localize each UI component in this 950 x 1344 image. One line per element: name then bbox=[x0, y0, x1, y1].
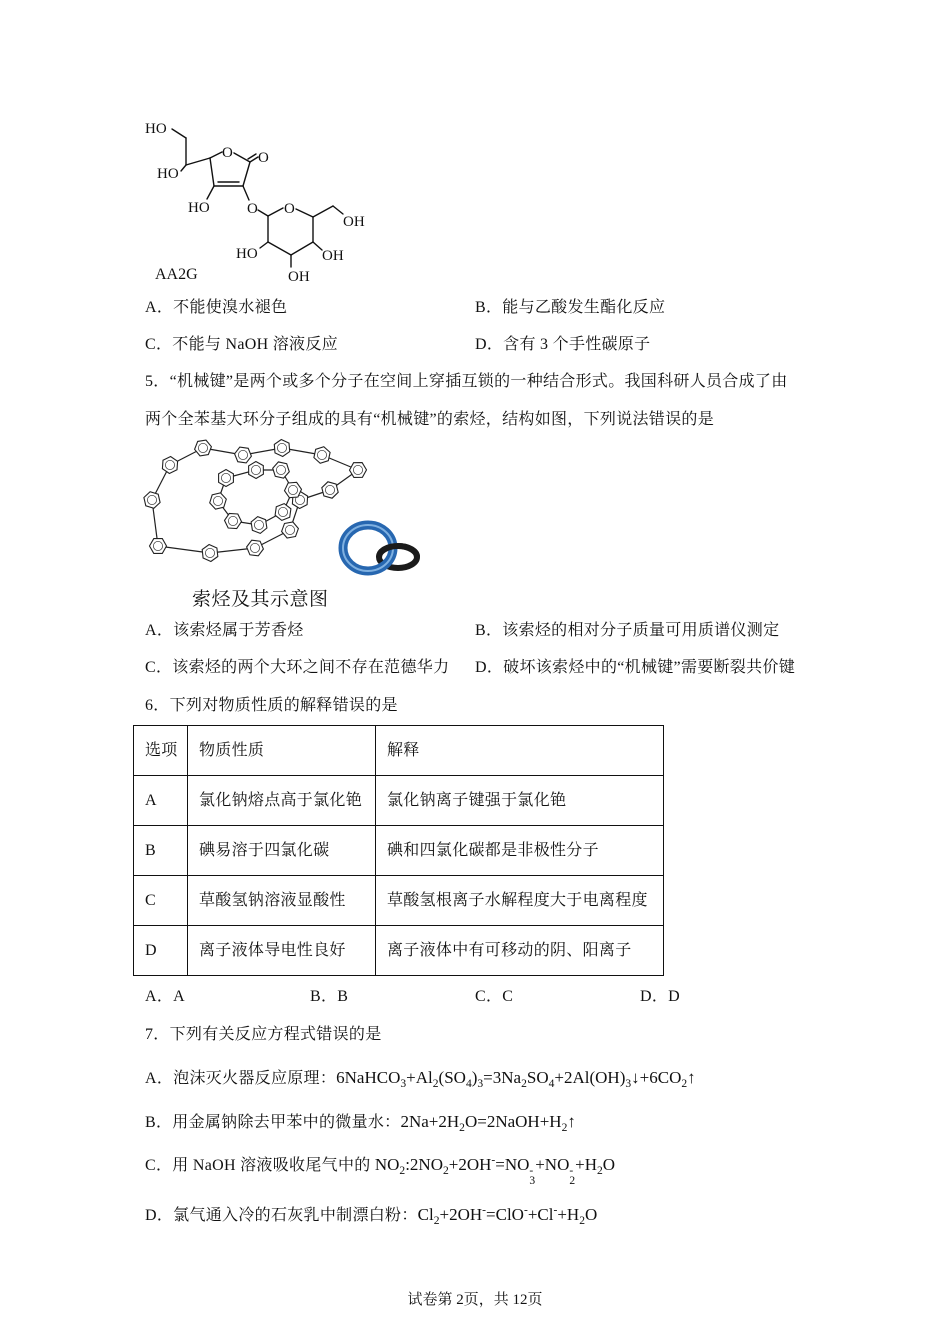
eq-superscript: - bbox=[523, 1203, 528, 1217]
q7-option-a-text: A．泡沫灭火器反应原理： bbox=[145, 1070, 337, 1087]
catenane-figure bbox=[135, 430, 430, 590]
table-row bbox=[134, 826, 664, 876]
eq-subscript: 2 bbox=[459, 1121, 465, 1135]
eq-superscript: - bbox=[529, 1164, 534, 1178]
benzene-ring bbox=[274, 440, 289, 457]
q4-option-d: D．含有 3 个手性碳原子 bbox=[475, 336, 651, 353]
benzene-ring bbox=[350, 463, 367, 478]
table-cell-option: C bbox=[134, 876, 188, 926]
eq-subscript: 2 bbox=[579, 1214, 585, 1228]
structure-label-pyran-oxygen: O bbox=[284, 201, 295, 217]
q5-option-a: A．该索烃属于芳香烃 bbox=[145, 622, 304, 639]
q5-option-c: C．该索烃的两个大环之间不存在范德华力 bbox=[145, 659, 450, 676]
benzene-ring bbox=[251, 517, 267, 534]
benzene-ring bbox=[195, 440, 212, 456]
table-cell-option: A bbox=[134, 776, 188, 826]
eq-subscript: 4 bbox=[548, 1077, 555, 1091]
table-cell-property: 氯化钠熔点高于氯化铯 bbox=[188, 776, 376, 826]
table-cell-explanation: 草酸氢根离子水解程度大于电离程度 bbox=[376, 876, 664, 926]
eq-text: ↑ bbox=[687, 1068, 696, 1087]
q5-option-d: D．破坏该索烃中的“机械键”需要断裂共价键 bbox=[475, 659, 796, 676]
eq-text: +NO bbox=[535, 1155, 570, 1174]
eq-superscript: - bbox=[482, 1203, 487, 1217]
table-cell-explanation: 离子液体中有可移动的阴、阳离子 bbox=[376, 926, 664, 976]
eq-subscript: 4 bbox=[465, 1077, 472, 1091]
property-table bbox=[133, 725, 664, 976]
benzene-ring bbox=[225, 513, 242, 528]
q7-option-b-text: B．用金属钠除去甲苯中的微量水： bbox=[145, 1114, 401, 1131]
eq-text: ) bbox=[471, 1068, 478, 1087]
table-header-row bbox=[134, 726, 664, 776]
q4-option-a: A．不能使溴水褪色 bbox=[145, 299, 288, 316]
eq-text: :2NO bbox=[405, 1155, 443, 1174]
table-cell-explanation: 氯化钠离子键强于氯化铯 bbox=[376, 776, 664, 826]
eq-subscript: 2 bbox=[681, 1077, 688, 1091]
table-row bbox=[134, 776, 664, 826]
structure-label-oh-c3: OH bbox=[288, 269, 310, 285]
eq-subscript: 2 bbox=[399, 1164, 406, 1178]
benzene-ring bbox=[275, 504, 291, 521]
table-row bbox=[134, 876, 664, 926]
eq-subscript: 2 bbox=[433, 1214, 440, 1228]
structure-label-ho-top: HO bbox=[145, 121, 167, 137]
benzene-ring bbox=[314, 447, 330, 464]
eq-text: O=2NaOH+H bbox=[464, 1112, 562, 1131]
q6-option-a: A．A bbox=[145, 988, 186, 1005]
catenane-caption: 索烃及其示意图 bbox=[192, 589, 329, 610]
eq-text: ↑ bbox=[567, 1112, 576, 1131]
eq-superscript: - bbox=[553, 1203, 558, 1217]
eq-subscript: 3 bbox=[529, 1173, 536, 1187]
q4-option-b: B．能与乙酸发生酯化反应 bbox=[475, 299, 666, 316]
q7-option-d-text: D．氯气通入冷的石灰乳中制漂白粉： bbox=[145, 1207, 418, 1224]
structure-label-ring-oxygen: O bbox=[222, 145, 233, 161]
eq-subscript: 2 bbox=[569, 1173, 576, 1187]
structure-label-ho-enol: HO bbox=[188, 200, 210, 216]
q7-option-d-equation bbox=[417, 1203, 598, 1228]
q5-stem-line-2: 两个全苯基大环分子组成的具有“机械键”的索烃，结构如图，下列说法错误的是 bbox=[145, 411, 715, 428]
benzene-ring bbox=[322, 482, 338, 498]
eq-text: 2Na+2H bbox=[400, 1112, 460, 1131]
eq-text: 6NaHCO bbox=[336, 1068, 401, 1087]
q7-option-b bbox=[145, 1110, 576, 1135]
eq-text: +2OH bbox=[448, 1155, 492, 1174]
benzene-ring bbox=[285, 482, 302, 497]
eq-subscript: 3 bbox=[477, 1077, 484, 1091]
q7-stem: 7．下列有关反应方程式错误的是 bbox=[145, 1026, 382, 1043]
benzene-ring bbox=[150, 539, 167, 554]
benzene-ring bbox=[249, 462, 264, 479]
benzene-ring bbox=[282, 522, 299, 538]
q7-option-b-equation bbox=[400, 1112, 576, 1135]
table-row bbox=[134, 926, 664, 976]
eq-superscript: - bbox=[569, 1164, 574, 1178]
eq-text: O bbox=[584, 1205, 598, 1224]
eq-superscript: - bbox=[491, 1153, 496, 1167]
page-footer: 试卷第 2页，共 12页 bbox=[407, 1292, 543, 1308]
table-cell-property: 离子液体导电性良好 bbox=[188, 926, 376, 976]
benzene-ring bbox=[210, 493, 227, 509]
structure-label-glycosidic-oxygen: O bbox=[247, 201, 258, 217]
q5-stem-line-1: 5．“机械键”是两个或多个分子在空间上穿插互锁的一种结合形式。我国科研人员合成了由 bbox=[145, 373, 788, 390]
eq-text: =3Na bbox=[483, 1068, 522, 1087]
table-header-property: 物质性质 bbox=[188, 726, 376, 776]
q6-option-b: B．B bbox=[310, 988, 349, 1005]
eq-subscript: 2 bbox=[521, 1077, 527, 1091]
aa2g-structure-figure bbox=[130, 110, 390, 290]
eq-subscript: 2 bbox=[597, 1164, 603, 1178]
structure-label-ho-c2: HO bbox=[236, 246, 258, 262]
eq-text: =ClO bbox=[486, 1205, 524, 1224]
table-cell-explanation: 碘和四氯化碳都是非极性分子 bbox=[376, 826, 664, 876]
eq-text: O bbox=[602, 1155, 616, 1174]
benzene-ring bbox=[247, 540, 264, 556]
structure-label-carbonyl-oxygen: O bbox=[258, 150, 269, 166]
eq-text: ↓+6CO bbox=[631, 1068, 682, 1087]
catenane-structure bbox=[144, 440, 367, 562]
eq-text: NO bbox=[374, 1155, 400, 1174]
eq-text: =NO bbox=[495, 1155, 530, 1174]
eq-text: SO bbox=[526, 1068, 549, 1087]
benzene-ring bbox=[162, 457, 177, 474]
q5-option-b: B．该索烃的相对分子质量可用质谱仪测定 bbox=[475, 622, 780, 639]
eq-subscript: 2 bbox=[442, 1164, 449, 1178]
eq-text: +2OH bbox=[439, 1205, 483, 1224]
benzene-ring bbox=[273, 462, 290, 478]
table-cell-option: D bbox=[134, 926, 188, 976]
q7-option-c-text: C．用 NaOH 溶液吸收尾气中的 bbox=[145, 1157, 375, 1174]
q7-option-d bbox=[145, 1203, 597, 1228]
eq-text: (SO bbox=[438, 1068, 466, 1087]
table-header-option: 选项 bbox=[134, 726, 188, 776]
q6-stem: 6．下列对物质性质的解释错误的是 bbox=[145, 697, 398, 714]
benzene-ring bbox=[202, 545, 218, 562]
benzene-ring bbox=[235, 447, 252, 463]
eq-text: +Cl bbox=[527, 1205, 554, 1224]
q6-option-c: C．C bbox=[475, 988, 514, 1005]
q4-option-c: C．不能与 NaOH 溶液反应 bbox=[145, 336, 338, 353]
q7-option-c bbox=[145, 1153, 615, 1186]
eq-text: +Al bbox=[406, 1068, 433, 1087]
structure-label-ho-mid: HO bbox=[157, 166, 179, 182]
table-cell-option: B bbox=[134, 826, 188, 876]
table-cell-property: 草酸氢钠溶液显酸性 bbox=[188, 876, 376, 926]
eq-text: +H bbox=[557, 1205, 580, 1224]
table-header-explanation: 解释 bbox=[376, 726, 664, 776]
benzene-ring bbox=[219, 470, 234, 487]
catenane-schematic-icon bbox=[343, 525, 417, 571]
eq-text: +2Al(OH) bbox=[554, 1068, 626, 1087]
q6-option-d: D．D bbox=[640, 988, 681, 1005]
q7-option-a-equation bbox=[336, 1068, 696, 1091]
q7-option-c-equation bbox=[374, 1153, 616, 1187]
table-cell-property: 碘易溶于四氯化碳 bbox=[188, 826, 376, 876]
structure-label-oh-ch2: OH bbox=[343, 214, 365, 230]
eq-text: +H bbox=[575, 1155, 598, 1174]
q7-option-a bbox=[145, 1066, 696, 1091]
eq-subscript: 2 bbox=[561, 1121, 568, 1135]
structure-label-oh-c4: OH bbox=[322, 248, 344, 264]
eq-subscript: 3 bbox=[400, 1077, 407, 1091]
eq-text: Cl bbox=[417, 1205, 434, 1224]
eq-subscript: 2 bbox=[432, 1077, 439, 1091]
benzene-ring bbox=[144, 492, 160, 509]
structure-caption: AA2G bbox=[155, 266, 198, 283]
eq-subscript: 3 bbox=[625, 1077, 632, 1091]
